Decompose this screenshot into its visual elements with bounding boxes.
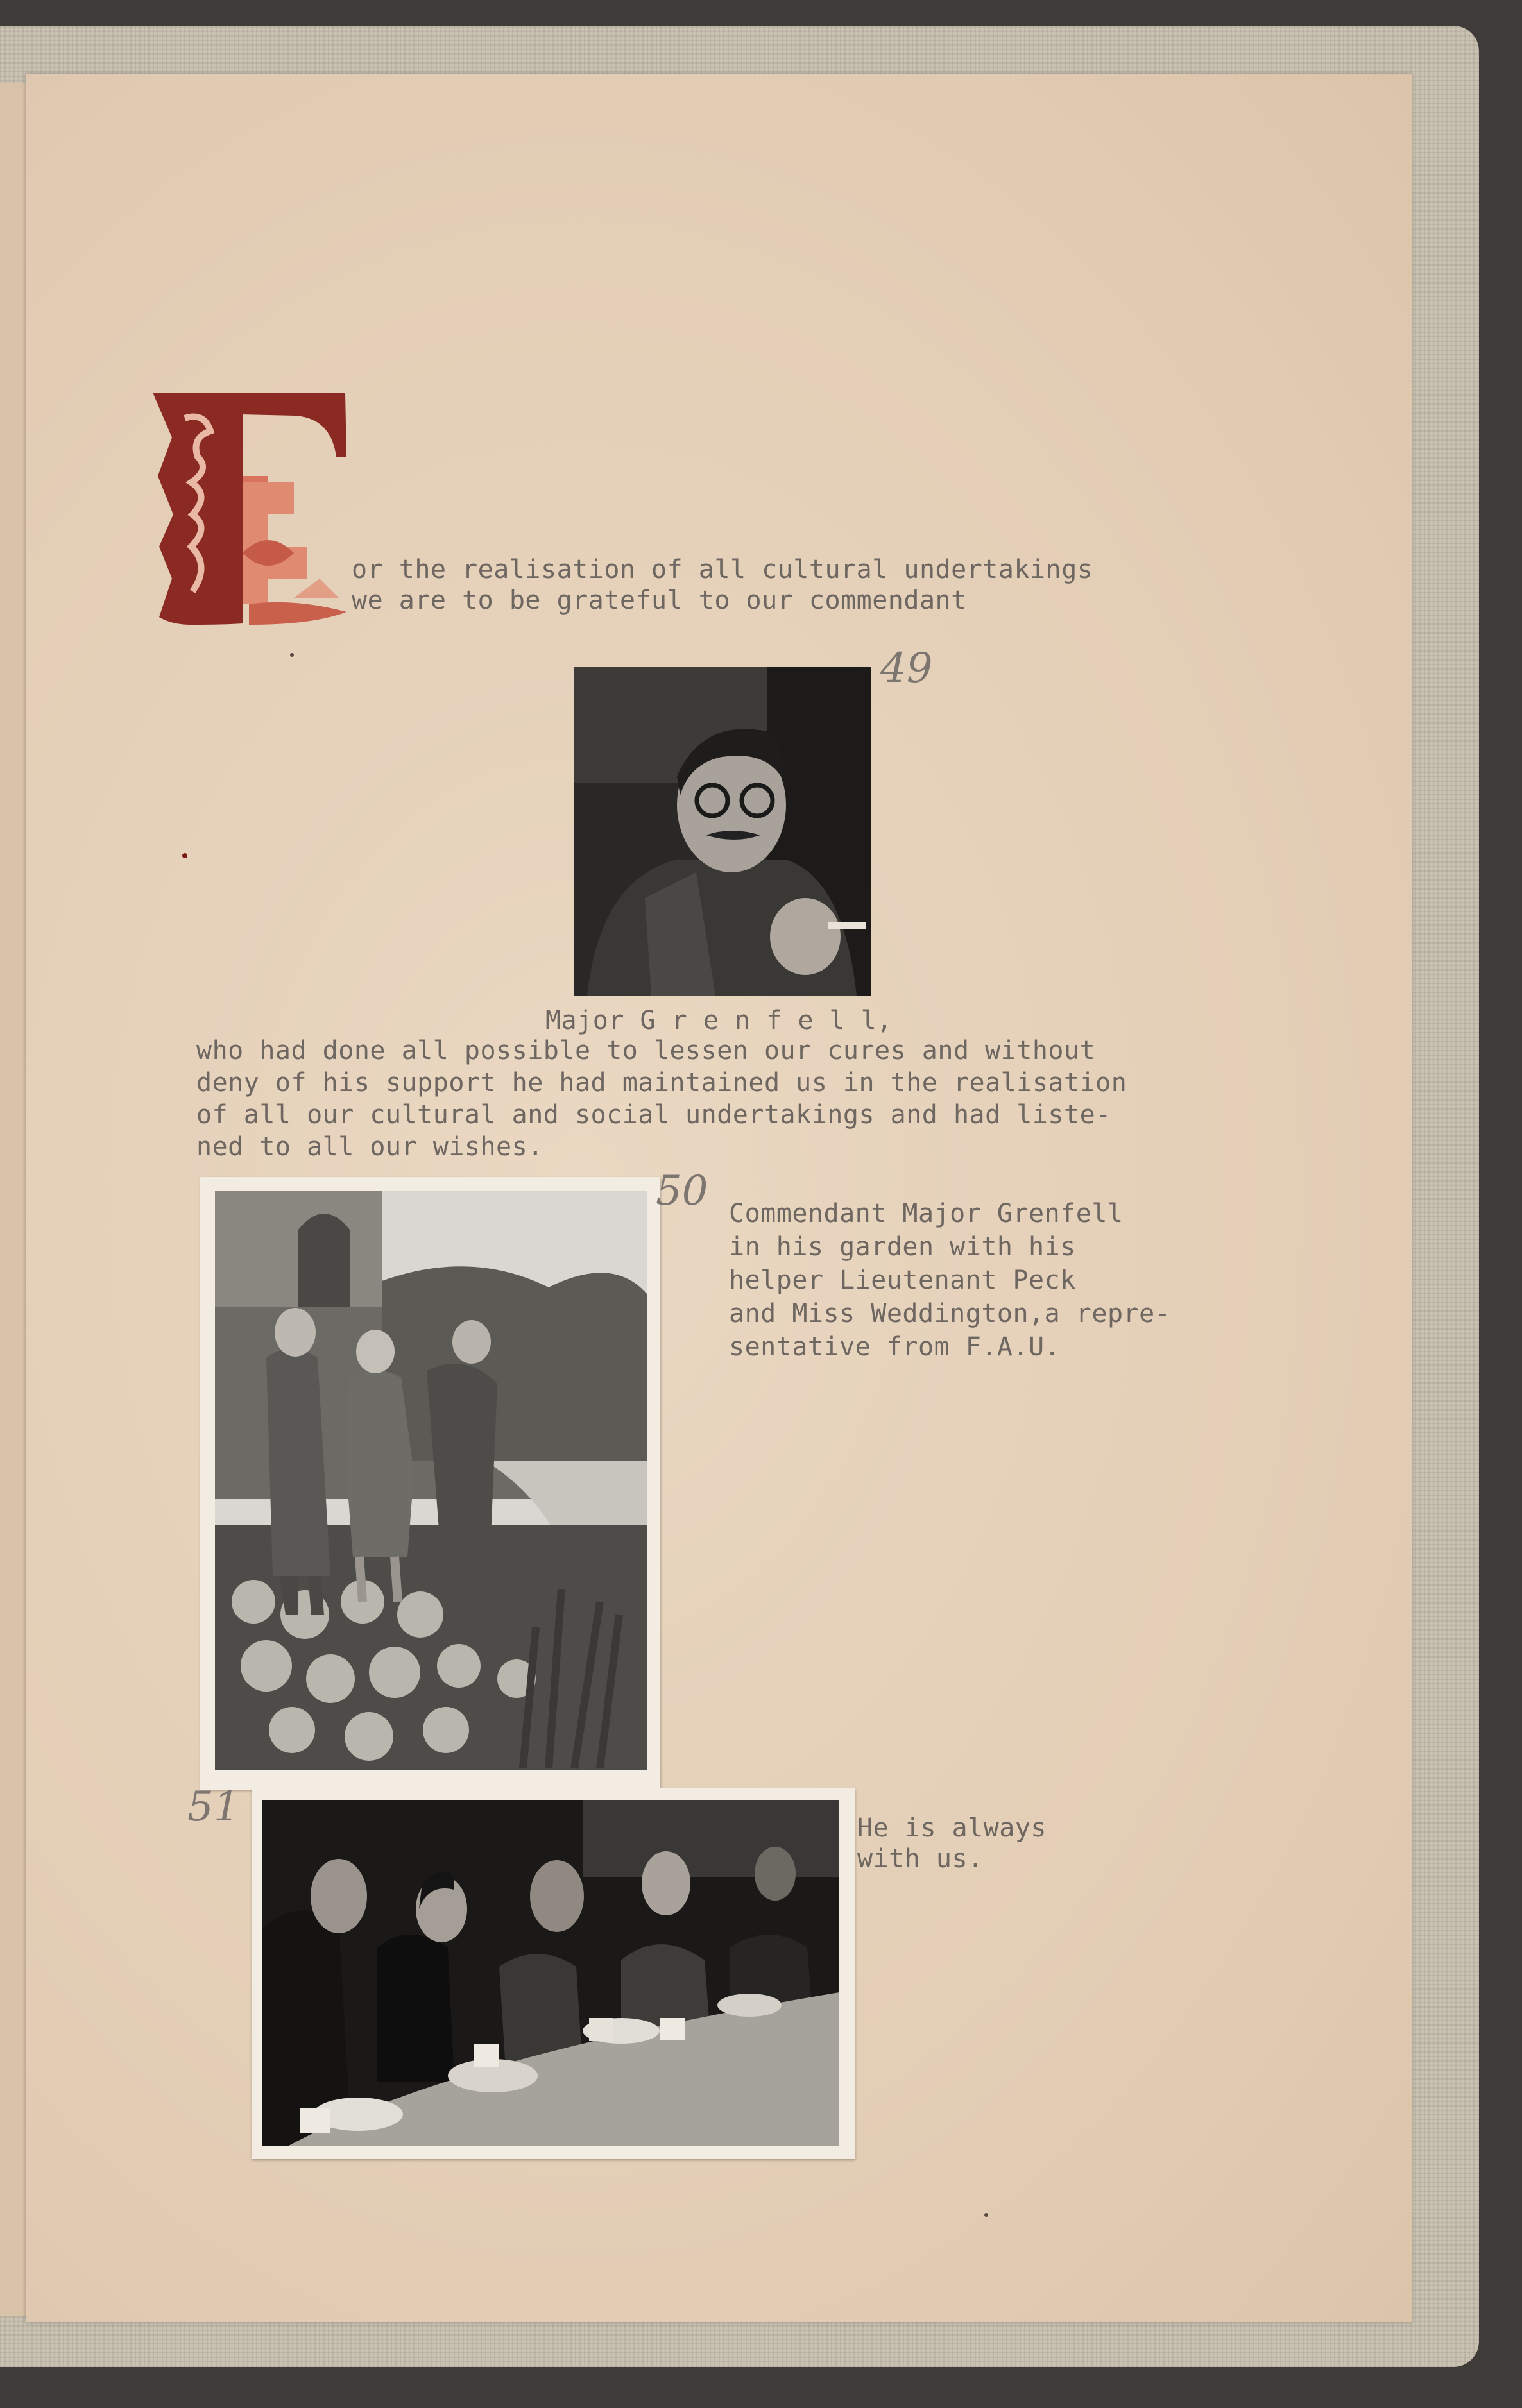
portrait-photo-major-grenfell: [574, 667, 871, 996]
garden-caption-line-1: Commendant Major Grenfell: [729, 1199, 1124, 1228]
dinner-caption-line-1: He is always: [857, 1813, 1047, 1843]
portrait-caption: Major G r e n f e l l,: [545, 1006, 893, 1035]
intro-line-1: or the realisation of all cultural undertakings: [352, 555, 1093, 584]
body-line-4: ned to all our wishes.: [196, 1132, 543, 1162]
body-line-1: who had done all possible to lessen our cures and without: [196, 1036, 1096, 1065]
ink-dot: [984, 2213, 988, 2217]
garden-caption-line-2: in his garden with his: [729, 1232, 1076, 1262]
body-line-3: of all our cultural and social undertakings and had liste-: [196, 1100, 1111, 1130]
ink-dot: [290, 653, 294, 657]
garden-photo: [215, 1191, 647, 1770]
body-line-2: deny of his support he had maintained us in the realisation: [196, 1068, 1127, 1098]
photo-number-51: 51: [187, 1783, 240, 1831]
intro-line-2: we are to be grateful to our commendant: [352, 586, 967, 615]
illuminated-initial-f: [146, 386, 353, 630]
garden-caption-line-5: sentative from F.A.U.: [729, 1332, 1061, 1362]
dinner-caption-line-2: with us.: [857, 1844, 984, 1874]
garden-caption-line-3: helper Lieutenant Peck: [729, 1266, 1076, 1295]
dinner-photo: [262, 1800, 839, 2146]
ink-dot: [182, 853, 187, 858]
photo-number-50: 50: [656, 1167, 708, 1215]
garden-caption-line-4: and Miss Weddington,a repre-: [729, 1299, 1171, 1328]
photo-number-49: 49: [880, 645, 933, 692]
